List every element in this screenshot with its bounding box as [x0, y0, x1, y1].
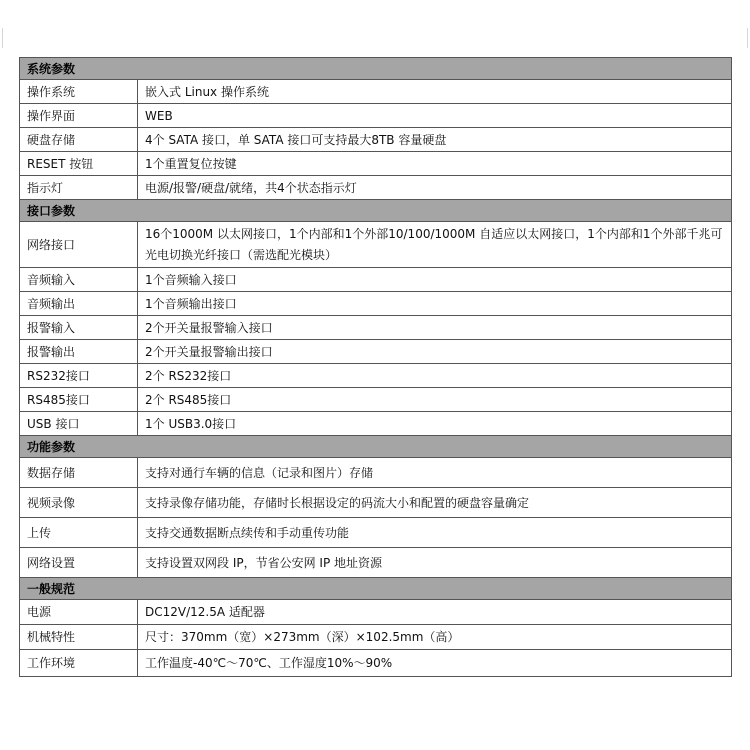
section-header-function [20, 436, 732, 458]
row-value: 嵌入式 Linux 操作系统 [138, 80, 732, 104]
row-label: 报警输入 [20, 316, 138, 340]
row-value: 2个开关量报警输入接口 [138, 316, 732, 340]
row-label: 上传 [20, 518, 138, 548]
table-row [20, 152, 732, 176]
row-value: 支持对通行车辆的信息（记录和图片）存储 [138, 458, 732, 488]
table-row [20, 548, 732, 578]
row-value: 1个音频输入接口 [138, 268, 732, 292]
table-row [20, 388, 732, 412]
row-label: 指示灯 [20, 176, 138, 200]
section-header-interface [20, 200, 732, 222]
row-value: 1个重置复位按键 [138, 152, 732, 176]
table-row [20, 128, 732, 152]
row-value: 2个 RS232接口 [138, 364, 732, 388]
row-value: 支持交通数据断点续传和手动重传功能 [138, 518, 732, 548]
row-label: RS485接口 [20, 388, 138, 412]
row-label: RS232接口 [20, 364, 138, 388]
row-label: 音频输出 [20, 292, 138, 316]
spec-table [19, 57, 732, 677]
table-row [20, 488, 732, 518]
row-value: 4个 SATA 接口，单 SATA 接口可支持最大8TB 容量硬盘 [138, 128, 732, 152]
section-title: 接口参数 [20, 200, 732, 222]
table-row [20, 222, 732, 268]
row-value: 电源/报警/硬盘/就绪，共4个状态指示灯 [138, 176, 732, 200]
table-row [20, 176, 732, 200]
row-label: 操作系统 [20, 80, 138, 104]
table-row [20, 364, 732, 388]
row-value: 2个开关量报警输出接口 [138, 340, 732, 364]
row-label: 工作环境 [20, 650, 138, 677]
row-value: 工作温度-40℃～70℃、工作湿度10%～90% [138, 650, 732, 677]
table-row [20, 518, 732, 548]
table-row [20, 650, 732, 677]
row-label: 电源 [20, 600, 138, 625]
table-row [20, 292, 732, 316]
row-label: RESET 按钮 [20, 152, 138, 176]
row-label: 数据存储 [20, 458, 138, 488]
section-header-system [20, 58, 732, 80]
row-value: WEB [138, 104, 732, 128]
row-label: 硬盘存储 [20, 128, 138, 152]
row-label: USB 接口 [20, 412, 138, 436]
table-row [20, 458, 732, 488]
row-value: DC12V/12.5A 适配器 [138, 600, 732, 625]
section-title: 功能参数 [20, 436, 732, 458]
table-row [20, 104, 732, 128]
row-value: 1个 USB3.0接口 [138, 412, 732, 436]
row-label: 网络设置 [20, 548, 138, 578]
row-label: 视频录像 [20, 488, 138, 518]
table-row [20, 268, 732, 292]
row-value: 16个1000M 以太网接口，1个内部和1个外部10/100/1000M 自适应以太网接口，1个内部和1个外部千兆可光电切换光纤接口（需选配光模块） [138, 222, 732, 268]
table-row [20, 340, 732, 364]
row-label: 音频输入 [20, 268, 138, 292]
row-value: 2个 RS485接口 [138, 388, 732, 412]
row-label: 网络接口 [20, 222, 138, 268]
row-label: 机械特性 [20, 625, 138, 650]
table-row [20, 80, 732, 104]
table-row [20, 412, 732, 436]
row-value: 支持设置双网段 IP，节省公安网 IP 地址资源 [138, 548, 732, 578]
table-row [20, 316, 732, 340]
section-header-general [20, 578, 732, 600]
right-edge-mark [747, 28, 748, 48]
row-value: 支持录像存储功能，存储时长根据设定的码流大小和配置的硬盘容量确定 [138, 488, 732, 518]
row-value: 尺寸：370mm（宽）×273mm（深）×102.5mm（高） [138, 625, 732, 650]
table-row [20, 625, 732, 650]
row-label: 报警输出 [20, 340, 138, 364]
row-label: 操作界面 [20, 104, 138, 128]
section-title: 系统参数 [20, 58, 732, 80]
section-title: 一般规范 [20, 578, 732, 600]
row-value: 1个音频输出接口 [138, 292, 732, 316]
left-edge-mark [2, 28, 3, 48]
table-row [20, 600, 732, 625]
